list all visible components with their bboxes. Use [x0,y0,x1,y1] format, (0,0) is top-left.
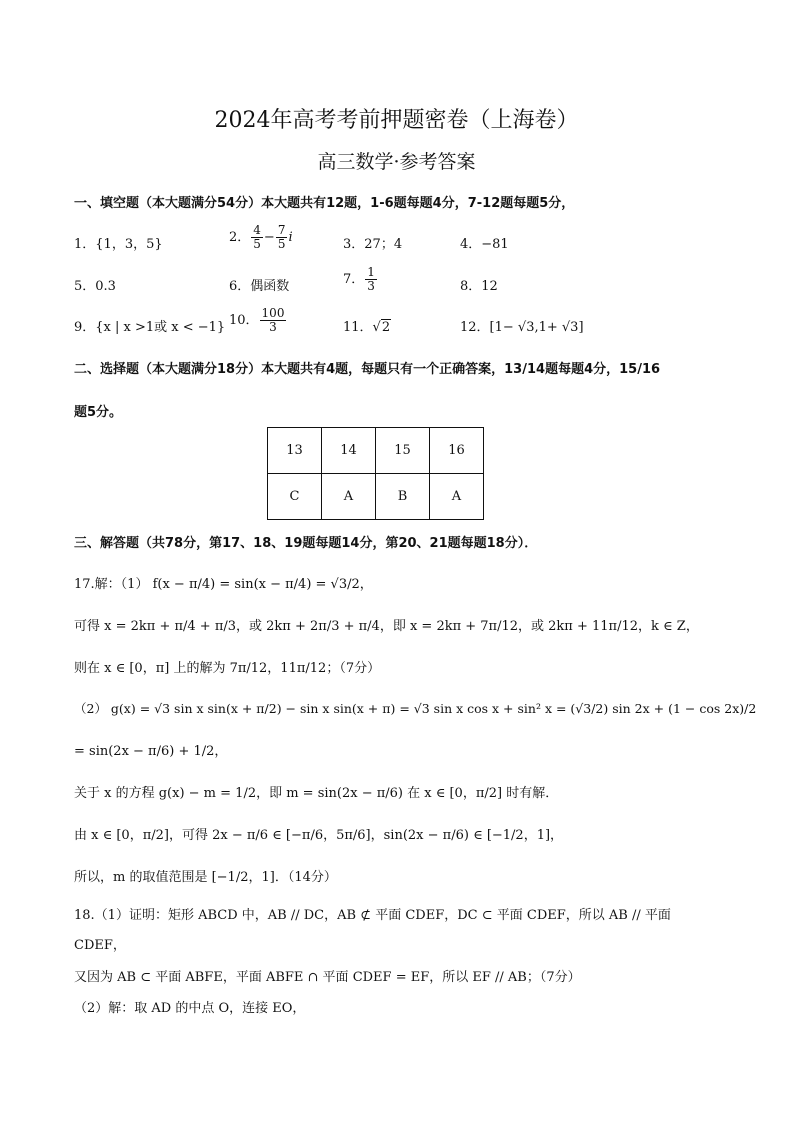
frac-num: 7 [277,223,286,237]
table-cell-number: 14 [322,428,376,474]
answer-11-radicand: 2 [381,320,391,335]
page-title: 2024年高考考前押题密卷（上海卷） [214,108,579,133]
answer-5: 5．0.3 [74,279,116,294]
solution-18-line: （2）解：取 AD 的中点 O，连接 EO， [74,1001,306,1016]
answer-9: 9．{x | x >1或 x < −1} [74,320,226,335]
answer-10 [229,307,287,334]
answer-7 [343,266,378,293]
section-choice-heading: 二、选择题（本大题满分18分）本大题共有4题，每题只有一个正确答案，13/14题每题4分，15/16 [74,362,661,377]
answer-8: 8．12 [460,279,498,294]
table-cell-answer: C [268,474,322,520]
answer-3: 3．27；4 [343,237,403,252]
answer-1: 1．{1，3，5} [74,237,163,252]
frac-den: 5 [253,237,261,251]
frac-den: 3 [367,279,375,293]
answer-11: 11．√2 [343,320,391,335]
frac-num: 1 [367,265,375,279]
answer-2 [229,224,293,251]
frac-den: 5 [277,237,286,251]
page-subtitle: 高三数学·参考答案 [317,151,476,173]
answer-12: 12．[1− √3,1+ √3] [460,320,584,335]
solution-18-line: 又因为 AB ⊂ 平面 ABFE，平面 ABFE ∩ 平面 CDEF = EF，所以 EF // AB；（7分） [74,970,581,985]
frac-den: 3 [269,320,277,334]
solution-18-line: CDEF， [74,938,126,953]
table-cell-answer: B [376,474,430,520]
table-cell-answer: A [430,474,484,520]
solution-17-line: = sin(2x − π/6) + 1/2， [74,744,228,759]
table-cell-answer: A [322,474,376,520]
answer-2-imag-unit: i [288,230,293,245]
table-row [268,428,484,474]
answer-2-minus: − [263,230,275,245]
section-choice-heading-cont: 题5分。 [74,405,123,420]
section-fill-heading: 一、填空题（本大题满分54分）本大题共有12题，1-6题每题4分，7-12题每题5分， [74,196,575,211]
answer-2-prefix: 2． [229,230,251,245]
answer-2-frac1 [251,224,263,251]
solution-17-line: 可得 x = 2kπ + π/4 + π/3，或 2kπ + 2π/3 + π/4，即 x = 2kπ + 7π/12，或 2kπ + 11π/12，k ∈ Z， [74,619,699,634]
frac-num: 4 [253,223,261,237]
frac-num: 100 [261,306,285,320]
answer-2-frac2 [276,224,288,251]
choice-answer-table [267,427,484,520]
answer-7-prefix: 7． [343,272,365,287]
table-row [268,474,484,520]
table-cell-number: 15 [376,428,430,474]
answer-11-prefix: 11． [343,320,373,335]
answer-4: 4．−81 [460,237,509,252]
solution-17-line: 关于 x 的方程 g(x) − m = 1/2，即 m = sin(2x − π/6) 在 x ∈ [0，π/2] 时有解． [74,786,559,801]
solution-17-line: 则在 x ∈ [0，π] 上的解为 7π/12，11π/12；（7分） [74,661,381,676]
answer-10-frac [260,307,287,334]
solution-17-line: 由 x ∈ [0，π/2]，可得 2x − π/6 ∈ [−π/6，5π/6]，sin(2x − π/6) ∈ [−1/2，1]， [74,828,564,843]
table-cell-number: 16 [430,428,484,474]
answer-6: 6．偶函数 [229,279,290,294]
solution-17-line: 所以，m 的取值范围是 [−1/2，1]．（14分） [74,870,337,885]
table-cell-number: 13 [268,428,322,474]
solution-17-line: 17.解：（1） f(x − π/4) = sin(x − π/4) = √3/2， [74,577,373,592]
solution-18-line: 18.（1）证明：矩形 ABCD 中，AB // DC，AB ⊄ 平面 CDEF，DC ⊂ 平面 CDEF，所以 AB // 平面 [74,908,671,923]
answer-7-frac [365,266,377,293]
section-solution-heading: 三、解答题（共78分，第17、18、19题每题14分，第20、21题每题18分）． [74,536,538,551]
answer-10-prefix: 10． [229,313,259,328]
solution-17-line: （2） g(x) = √3 sin x sin(x + π/2) − sin x sin(x + π) = √3 sin x cos x + sin² x = (√3/2) sin 2x + (1 − cos 2x)/2 [74,701,757,716]
